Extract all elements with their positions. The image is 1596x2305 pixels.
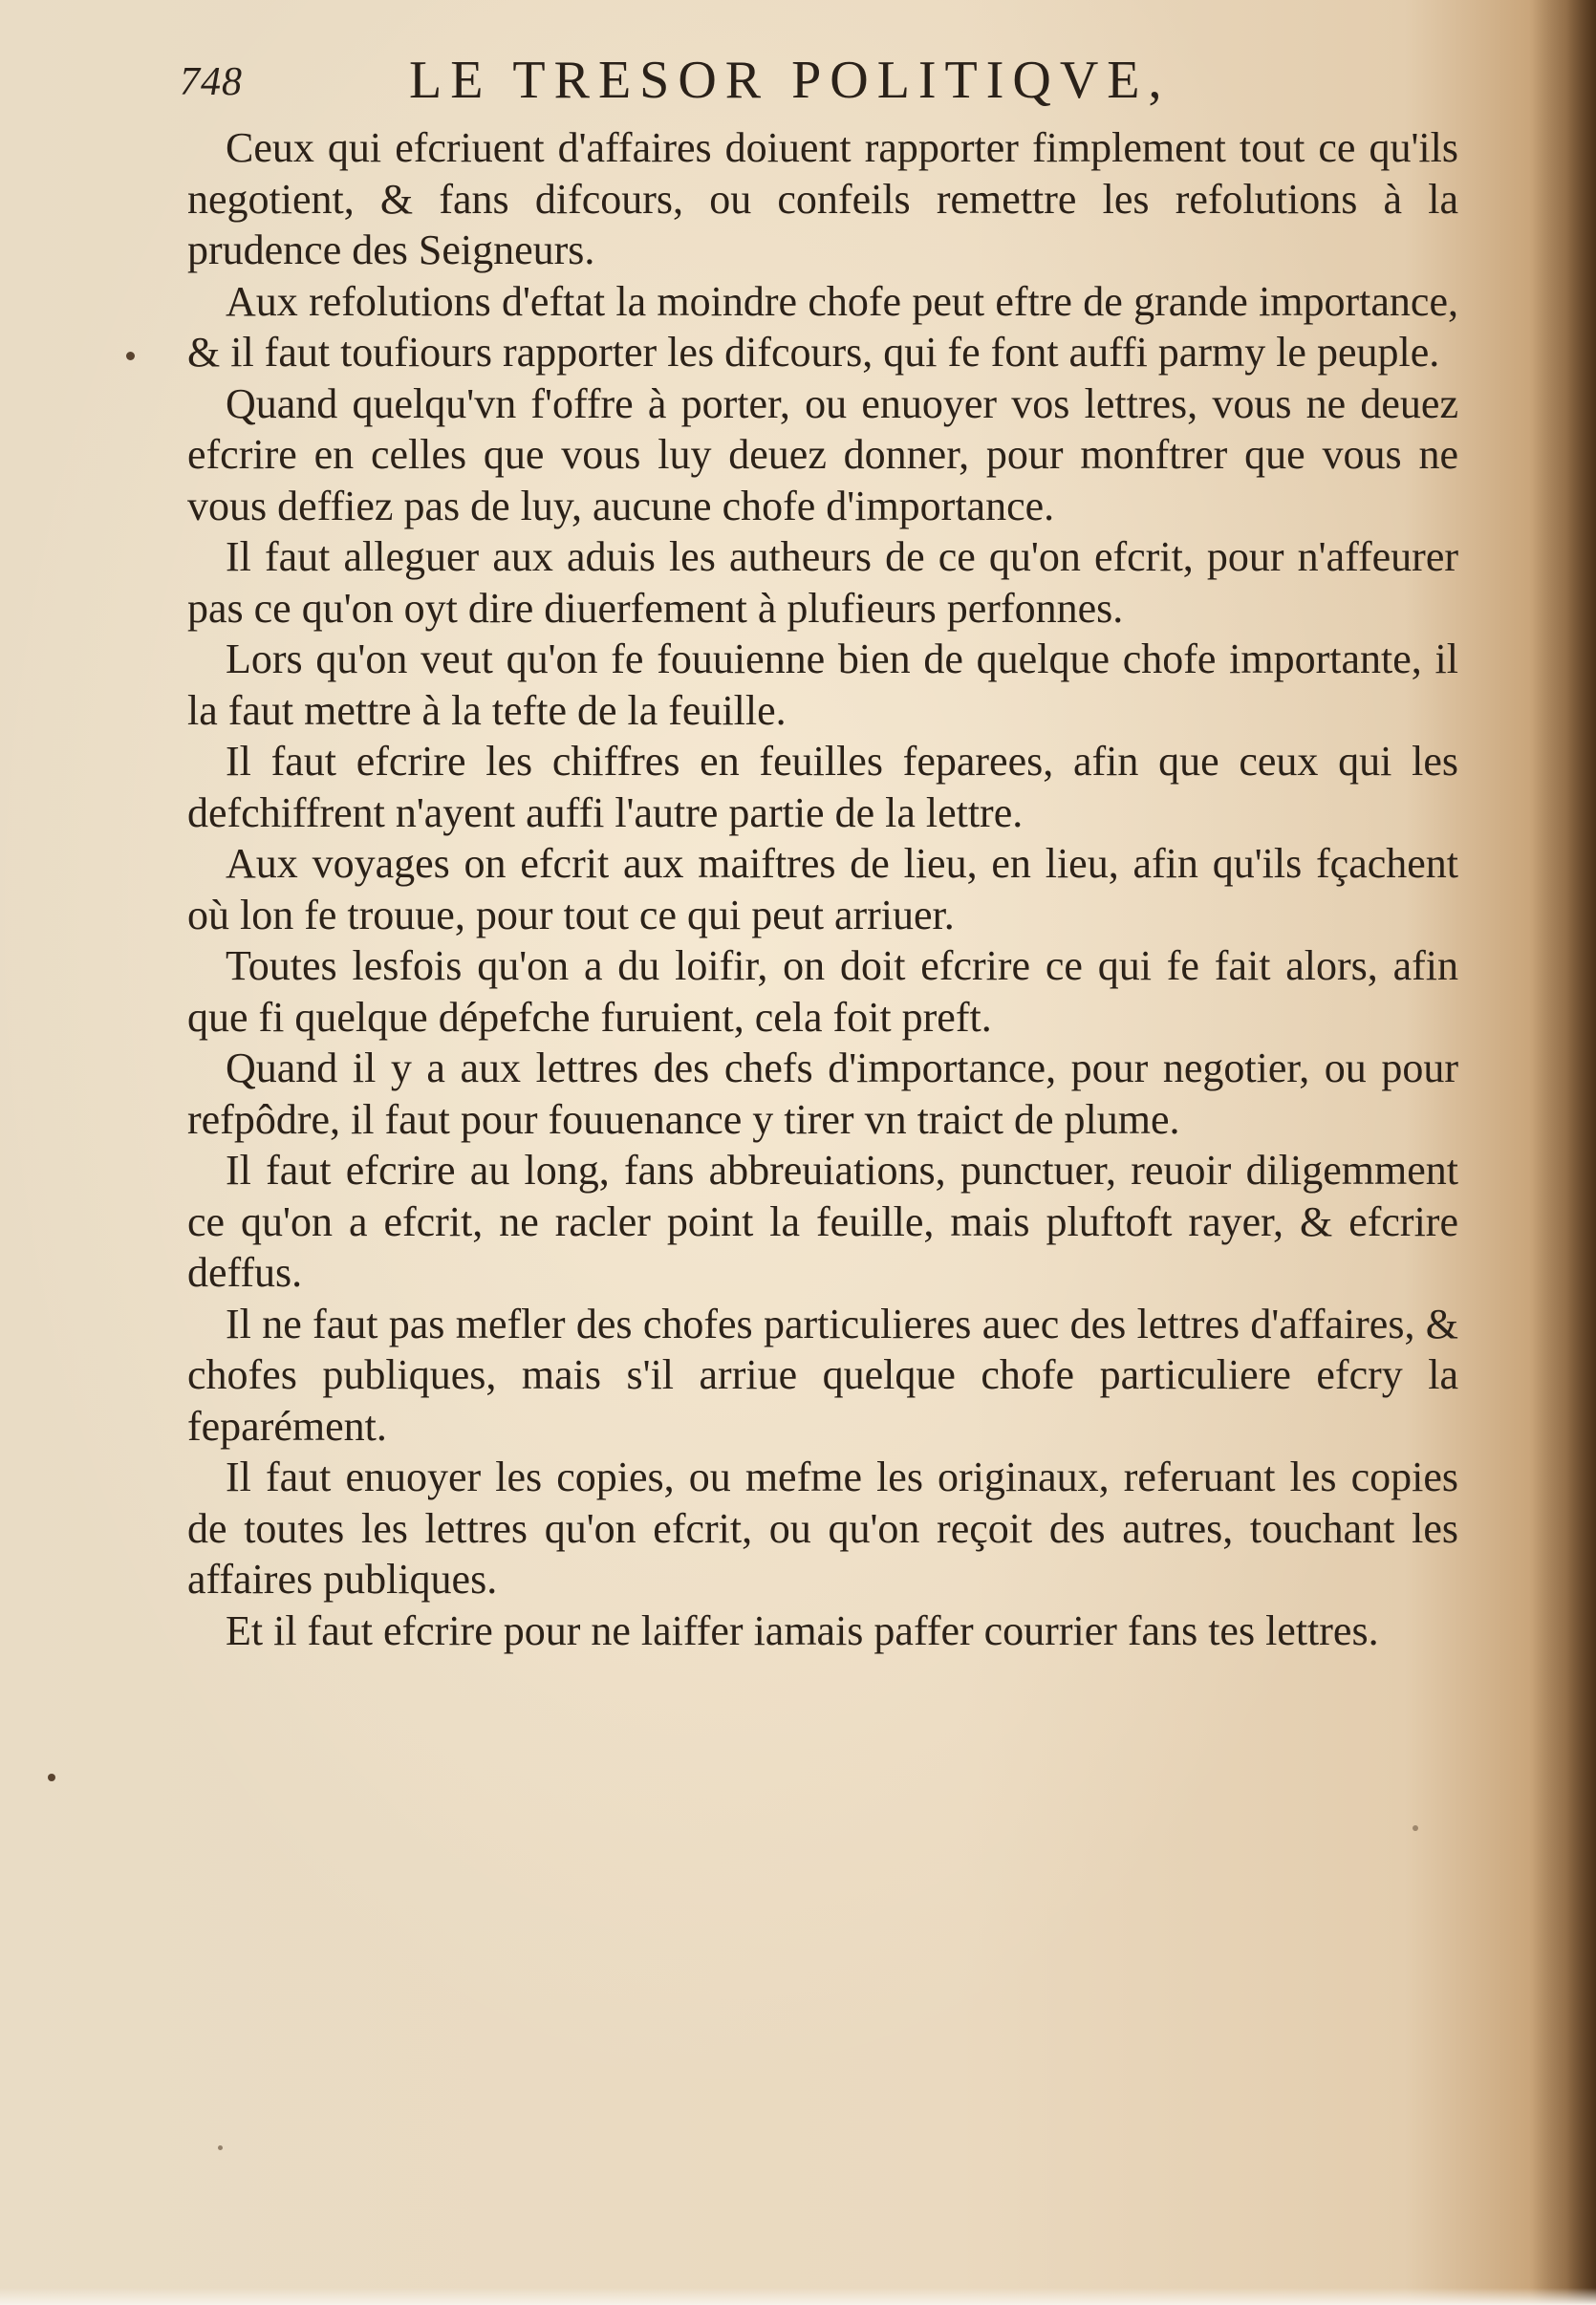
paragraph: Quand il y a aux lettres des chefs d'importance, pour negotier, ou pour refpôdre, il faut pour fouuenance y tirer vn traict de plume. — [187, 1045, 1458, 1143]
paragraph: Aux voyages on efcrit aux maiftres de lieu, en lieu, afin qu'ils fçachent où lon fe trouue, pour tout ce qui peut arriuer. — [187, 840, 1458, 938]
ink-speck — [126, 352, 135, 360]
page-header — [180, 50, 1326, 117]
paragraph: Et il faut efcrire pour ne laiffer iamais paffer courrier fans tes lettres. — [226, 1606, 1379, 1654]
ink-speck — [218, 2145, 223, 2150]
page-edge-shadow — [1529, 0, 1596, 2305]
page-number: 748 — [180, 60, 243, 104]
paragraph: Il faut enuoyer les copies, ou mefme les originaux, referuant les copies de toutes les lettres qu'on efcrit, ou qu'on reçoit des autres, touchant les affaires publiques. — [187, 1454, 1458, 1603]
paragraph: Ceux qui efcriuent d'affaires doiuent rapporter fimplement tout ce qu'ils negotient, & fans difcours, ou confeils remettre les refolutions à la prudence des Seigneurs. — [187, 124, 1458, 273]
body-text — [187, 122, 1458, 1656]
ink-speck — [1413, 1825, 1418, 1831]
paragraph: Quand quelqu'vn f'offre à porter, ou enuoyer vos lettres, vous ne deuez efcrire en celles que vous luy deuez donner, pour monftrer que vous ne vous deffiez pas de luy, aucune chofe d'importance. — [187, 379, 1458, 529]
paragraph: Il ne faut pas mefler des chofes particulieres auec des lettres d'affaires, & chofes publiques, mais s'il arriue quelque chofe particuliere efcry la feparément. — [187, 1300, 1458, 1450]
paragraph: Aux refolutions d'eftat la moindre chofe peut eftre de grande importance, & il faut toufiours rapporter les difcours, qui fe font auffi parmy le peuple. — [187, 277, 1458, 376]
ink-speck — [48, 1774, 55, 1781]
page-bottom-margin — [0, 2288, 1596, 2305]
paragraph: Il faut alleguer aux aduis les autheurs de ce qu'on efcrit, pour n'affeurer pas ce qu'on oyt dire diuerfement à plufieurs perfonnes. — [187, 533, 1458, 632]
paragraph: Toutes lesfois qu'on a du loifir, on doit efcrire ce qui fe fait alors, afin que fi quelque dépefche furuient, cela foit preft. — [187, 942, 1458, 1041]
running-title: LE TRESOR POLITIQVE, — [409, 51, 1171, 110]
paragraph: Il faut efcrire au long, fans abbreuiations, punctuer, reuoir diligemment ce qu'on a efcrit, ne racler point la feuille, mais pluftoft rayer, & efcrire deffus. — [187, 1147, 1458, 1296]
paragraph: Lors qu'on veut qu'on fe fouuienne bien de quelque chofe importante, il la faut mettre à la tefte de la feuille. — [187, 635, 1458, 734]
paragraph: Il faut efcrire les chiffres en feuilles feparees, afin que ceux qui les defchiffrent n'ayent auffi l'autre partie de la lettre. — [187, 738, 1458, 836]
